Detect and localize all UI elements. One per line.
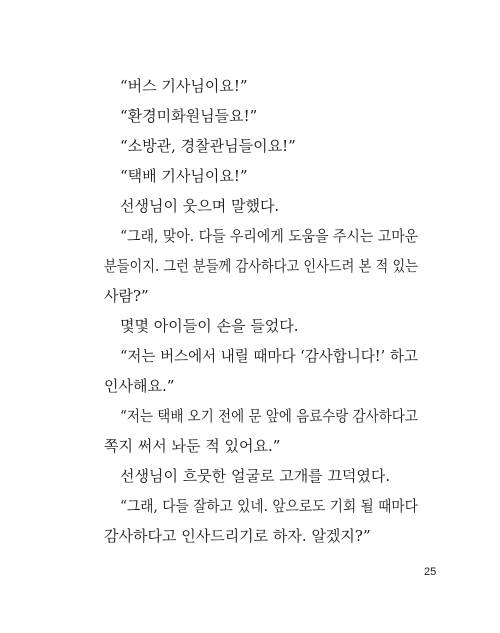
text-line: 선생님이 흐뭇한 얼굴로 고개를 끄덕였다.	[120, 467, 391, 485]
text-line: “택배 기사님이요!”	[120, 167, 248, 185]
text-line: 사람?”	[104, 287, 149, 305]
text-line: “그래, 다들 잘하고 있네. 앞으로도 기회 될 때마다	[120, 497, 418, 515]
text-line: “환경미화원님들요!”	[120, 107, 258, 125]
text-line: 분들이지. 그런 분들께 감사하다고 인사드려 본 적 있는	[104, 257, 418, 275]
text-line: 감사하다고 인사드리기로 하자. 알겠지?”	[104, 527, 371, 545]
text-line: 쪽지 써서 놔둔 적 있어요.”	[104, 437, 281, 455]
text-line: “저는 버스에서 내릴 때마다 ‘감사합니다!’ 하고	[120, 347, 418, 365]
text-line: “버스 기사님이요!”	[120, 77, 248, 95]
page-number: 25	[424, 566, 437, 578]
text-line: “저는 택배 오기 전에 문 앞에 음료수랑 감사하다고	[120, 407, 418, 425]
text-line: 인사해요.”	[104, 377, 175, 395]
text-line: 선생님이 웃으며 말했다.	[120, 197, 280, 215]
text-line: “소방관, 경찰관님들이요!”	[120, 137, 296, 155]
text-line: “그래, 맞아. 다들 우리에게 도움을 주시는 고마운	[120, 227, 419, 245]
text-line: 몇몇 아이들이 손을 들었다.	[120, 317, 299, 335]
